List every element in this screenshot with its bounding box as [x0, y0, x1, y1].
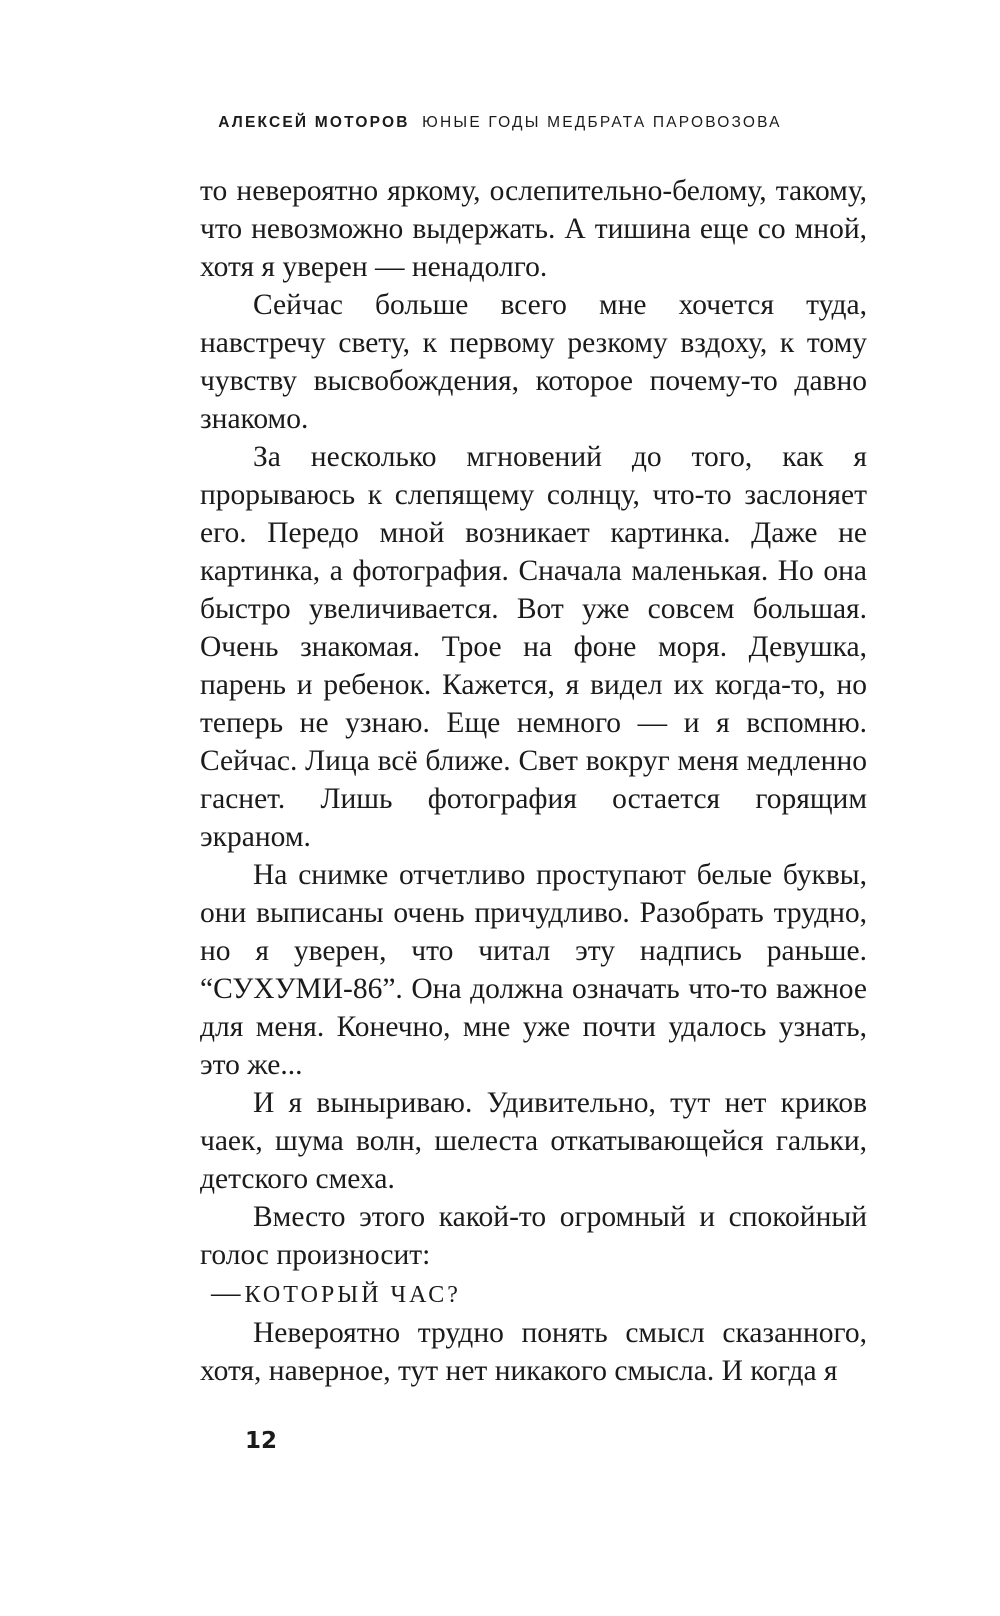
book-author: АЛЕКСЕЙ МОТОРОВ	[218, 114, 410, 131]
paragraph: И я выныриваю. Удивительно, тут нет криков чаек, шума волн, шелеста откатывающейся гальки, детского смеха.	[200, 1087, 867, 1195]
paragraph-continuation: то невероятно яркому, ослепительно-белому, такому, что невозможно выдержать. А тишина еще со мной, хотя я уверен — ненадолго.	[200, 175, 867, 283]
paragraph: Сейчас больше всего мне хочется туда, навстречу свету, к первому резкому вздоху, к тому чувству высвобождения, которое почему-то давно знакомо.	[200, 289, 867, 435]
paragraph: На снимке отчетливо проступают белые буквы, они выписаны очень причудливо. Разобрать трудно, но я уверен, что читал эту надпись раньше. “СУХУМИ-86”. Она должна означать что-то важное для меня. Конечно, мне уже почти удалось узнать, это же...	[200, 859, 867, 1081]
paragraph: Вместо этого какой-то огромный и спокойный голос произносит:	[200, 1201, 867, 1271]
dialogue-dash: —	[211, 1277, 241, 1309]
page-number: 12	[245, 1428, 278, 1454]
book-title: ЮНЫЕ ГОДЫ МЕДБРАТА ПАРОВОЗОВА	[422, 114, 782, 131]
paragraph-last: Невероятно трудно понять смысл сказанного, хотя, наверное, тут нет никакого смысла. И когда я	[200, 1317, 867, 1387]
body-text	[200, 172, 867, 1390]
dialogue-line	[200, 1274, 867, 1314]
running-header	[0, 114, 1000, 132]
paragraph: За несколько мгновений до того, как я прорываюсь к слепящему солнцу, что-то заслоняет его. Передо мной возникает картинка. Даже не картинка, а фотография. Сначала маленькая. Но она быстро увеличивается. Вот уже совсем большая. Очень знакомая. Трое на фоне моря. Девушка, парень и ребенок. Кажется, я видел их когда-то, но теперь не узнаю. Еще немного — и я вспомню. Сейчас. Лица всё ближе. Свет вокруг меня медленно гаснет. Лишь фотография остается горящим экраном.	[200, 441, 867, 853]
dialogue-words: КОТОРЫЙ ЧАС?	[244, 1282, 461, 1308]
